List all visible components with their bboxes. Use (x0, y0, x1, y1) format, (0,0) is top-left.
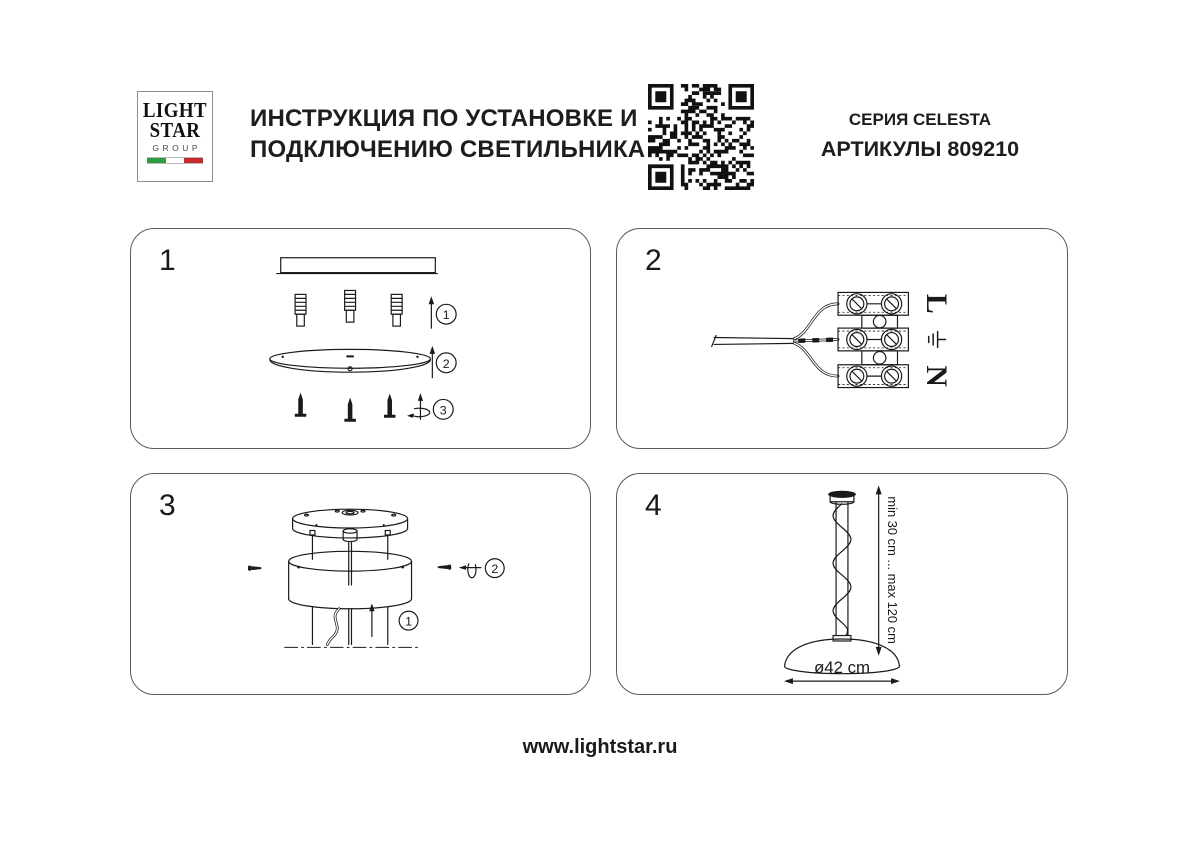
canopy-ring (289, 551, 412, 608)
logo-word-group: GROUP (152, 143, 202, 153)
side-screw-left (248, 566, 262, 571)
step-1-diagram (131, 229, 590, 448)
callout-2 (436, 353, 456, 373)
step-1-number: 1 (159, 244, 176, 277)
height-dimension (876, 485, 882, 655)
screw-rotation-icon (407, 393, 430, 419)
arrow-up-1 (429, 296, 435, 328)
arrow-up-2 (430, 346, 436, 378)
callout-3 (433, 399, 453, 419)
step-4-number: 4 (645, 489, 662, 522)
logo-word-light: LIGHT (142, 98, 208, 122)
title-line-1: ИНСТРУКЦИЯ ПО УСТАНОВКЕ И (250, 105, 638, 132)
logo-word-star: STAR (149, 118, 201, 142)
step-3-panel (130, 473, 591, 695)
callout-2 (485, 559, 504, 578)
supply-cable (712, 336, 795, 347)
article-number-label: АРТИКУЛЫ 809210 (820, 137, 1020, 161)
svg-text:3: 3 (439, 403, 447, 418)
step-2-diagram (617, 229, 1067, 448)
wires (794, 304, 838, 376)
callout-1 (399, 611, 418, 630)
svg-text:2: 2 (442, 356, 450, 371)
svg-text:1: 1 (405, 614, 413, 629)
qr-code (648, 84, 754, 190)
terminal-label-live: L (920, 293, 953, 314)
height-dimension-label: min 30 cm ... max 120 cm (885, 496, 901, 644)
step-3-number: 3 (159, 489, 176, 522)
diameter-dimension (784, 678, 900, 684)
series-label: СЕРИЯ CELESTA (848, 110, 992, 129)
italian-flag-icon (147, 157, 203, 164)
terminal-label-neutral: N (920, 365, 953, 387)
flag-red-stripe (184, 158, 203, 163)
side-screw-right (437, 565, 451, 570)
flag-green-stripe (147, 158, 166, 163)
svg-text:2: 2 (491, 562, 499, 577)
ceiling-hatch (277, 258, 438, 274)
title-line-2: ПОДКЛЮЧЕНИЮ СВЕТИЛЬНИКА (250, 136, 646, 163)
pendant-lamp (785, 491, 900, 674)
step-4-diagram (617, 474, 1067, 694)
svg-text:1: 1 (442, 308, 450, 323)
mounting-plate (270, 349, 431, 372)
diameter-dimension-label: ø42 cm (813, 658, 871, 678)
page-title (250, 103, 645, 165)
step-1-panel (130, 228, 591, 449)
wall-plug-icons (295, 290, 402, 326)
callout-1 (436, 304, 456, 324)
screw-rotation-icon (459, 564, 481, 578)
earth-ground-icon (929, 332, 946, 348)
flag-white-stripe (166, 158, 185, 163)
terminal-block (838, 292, 908, 387)
step-2-panel (616, 228, 1068, 449)
step-3-diagram (131, 474, 590, 694)
step-4-panel (616, 473, 1068, 695)
lightstar-logo (137, 91, 213, 182)
website-url: www.lightstar.ru (522, 736, 678, 758)
step-2-number: 2 (645, 244, 662, 277)
screw-icons (295, 393, 396, 422)
